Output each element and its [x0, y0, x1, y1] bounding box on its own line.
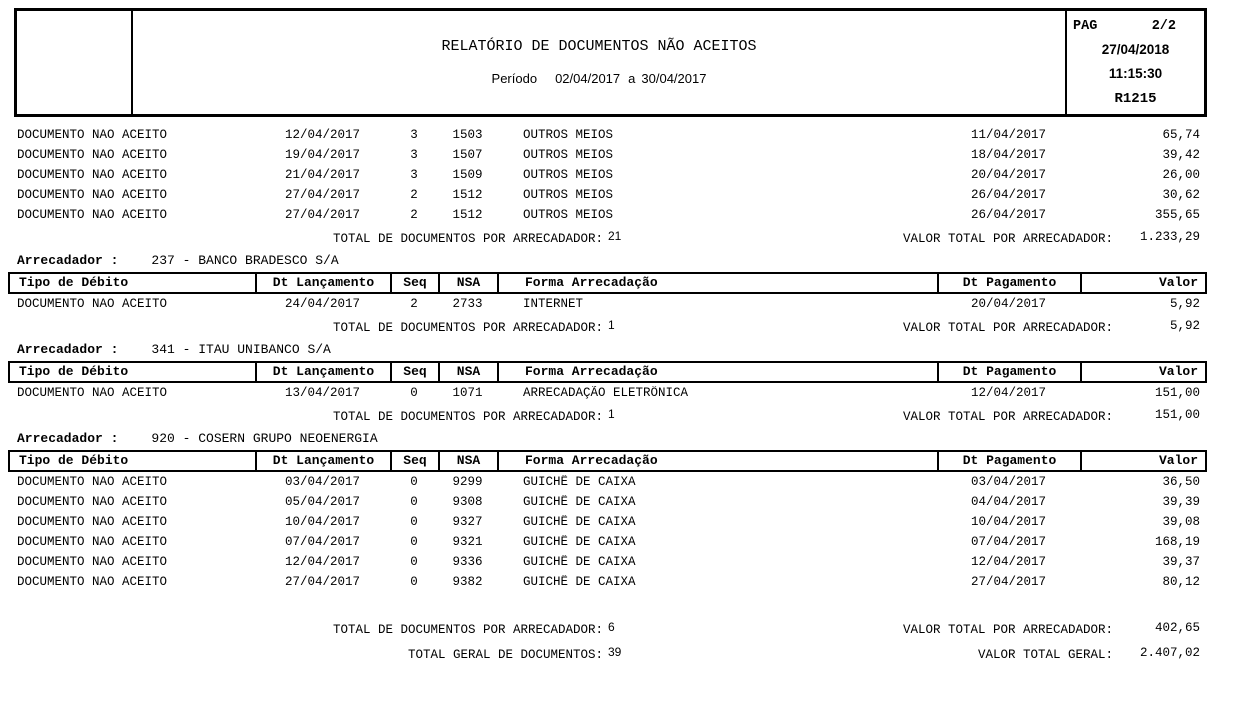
total-valor-label: VALOR TOTAL POR ARRECADADOR:: [902, 623, 1113, 637]
table-header-row: [8, 272, 1207, 294]
cell-dt-pagamento: 12/04/2017: [970, 555, 1046, 569]
report-page: [0, 8, 1236, 713]
column-header-dt-lancamento: Dt Lançamento: [257, 452, 392, 470]
table-row: [8, 383, 1207, 403]
rows-group: [8, 472, 1207, 592]
page-label: PAG: [1073, 18, 1098, 34]
grand-total-docs-label: TOTAL GERAL DE DOCUMENTOS:: [407, 648, 603, 662]
arrecadador-line: [8, 250, 1207, 270]
cell-dt-lancamento: 12/04/2017: [284, 555, 360, 569]
report-date: 27/04/2018: [1101, 42, 1170, 57]
total-docs-label: TOTAL DE DOCUMENTOS POR ARRECADADOR:: [332, 623, 603, 637]
table-row: [8, 205, 1207, 225]
cell-tipo-debito: DOCUMENTO NAO ACEITO: [17, 555, 168, 569]
grand-total-valor-value: 2.407,02: [1139, 646, 1200, 660]
total-valor-value: 151,00: [1154, 408, 1200, 422]
cell-tipo-debito: DOCUMENTO NAO ACEITO: [17, 297, 168, 311]
rows-group: [8, 383, 1207, 403]
cell-tipo-debito: DOCUMENTO NAO ACEITO: [17, 535, 168, 549]
cell-seq: 0: [410, 555, 418, 569]
cell-forma-arrecadacao: OUTROS MEIOS: [523, 188, 614, 202]
cell-tipo-debito: DOCUMENTO NAO ACEITO: [17, 188, 168, 202]
section-total-row: [8, 229, 1207, 249]
cell-dt-pagamento: 27/04/2017: [970, 575, 1046, 589]
column-header-seq: Seq: [392, 452, 440, 470]
column-header-nsa: NSA: [440, 452, 499, 470]
cell-seq: 0: [410, 535, 418, 549]
cell-tipo-debito: DOCUMENTO NAO ACEITO: [17, 575, 168, 589]
cell-forma-arrecadacao: GUICHÊ DE CAIXA: [523, 575, 636, 589]
cell-dt-pagamento: 20/04/2017: [970, 168, 1046, 182]
cell-valor: 5,92: [1169, 297, 1200, 311]
cell-seq: 2: [410, 188, 418, 202]
cell-nsa: 1512: [452, 188, 483, 202]
cell-valor: 39,42: [1162, 148, 1200, 162]
cell-seq: 2: [410, 208, 418, 222]
cell-dt-lancamento: 05/04/2017: [284, 495, 360, 509]
period-line: [492, 71, 707, 86]
cell-tipo-debito: DOCUMENTO NAO ACEITO: [17, 386, 168, 400]
total-valor-value: 1.233,29: [1139, 230, 1200, 244]
arrecadador-value: 237 - BANCO BRADESCO S/A: [151, 252, 339, 268]
arrecadador-section: [8, 250, 1207, 338]
cell-valor: 39,39: [1162, 495, 1200, 509]
column-header-tipo-debito: Tipo de Débito: [10, 452, 257, 470]
cell-nsa: 2733: [452, 297, 483, 311]
cell-tipo-debito: DOCUMENTO NAO ACEITO: [17, 515, 168, 529]
report-body: [8, 125, 1207, 640]
column-header-tipo-debito: Tipo de Débito: [10, 363, 257, 381]
cell-dt-pagamento: 11/04/2017: [970, 128, 1046, 142]
report-title: RELATÓRIO DE DOCUMENTOS NÃO ACEITOS: [441, 38, 757, 55]
cell-tipo-debito: DOCUMENTO NAO ACEITO: [17, 128, 168, 142]
cell-valor: 65,74: [1162, 128, 1200, 142]
cell-nsa: 9336: [452, 555, 483, 569]
cell-nsa: 9327: [452, 515, 483, 529]
period-label: Período: [491, 71, 538, 86]
column-header-forma-arrecadacao: Forma Arrecadação: [499, 274, 939, 292]
cell-dt-pagamento: 26/04/2017: [970, 188, 1046, 202]
total-valor-label: VALOR TOTAL POR ARRECADADOR:: [902, 410, 1113, 424]
cell-nsa: 1509: [452, 168, 483, 182]
cell-dt-pagamento: 12/04/2017: [970, 386, 1046, 400]
column-header-forma-arrecadacao: Forma Arrecadação: [499, 363, 939, 381]
table-header-row: [8, 361, 1207, 383]
cell-valor: 151,00: [1154, 386, 1200, 400]
rows-group: [8, 294, 1207, 314]
cell-dt-lancamento: 27/04/2017: [284, 575, 360, 589]
column-header-seq: Seq: [392, 363, 440, 381]
arrecadador-label: Arrecadador :: [17, 430, 119, 446]
cell-seq: 0: [410, 495, 418, 509]
arrecadador-line: [8, 428, 1207, 448]
column-header-dt-pagamento: Dt Pagamento: [939, 363, 1082, 381]
column-header-dt-lancamento: Dt Lançamento: [257, 363, 392, 381]
table-row: [8, 572, 1207, 592]
total-docs-label: TOTAL DE DOCUMENTOS POR ARRECADADOR:: [332, 410, 603, 424]
arrecadador-label: Arrecadador :: [17, 341, 119, 357]
column-header-dt-pagamento: Dt Pagamento: [939, 452, 1082, 470]
section-total-row: [8, 620, 1207, 640]
cell-tipo-debito: DOCUMENTO NAO ACEITO: [17, 208, 168, 222]
cell-dt-pagamento: 10/04/2017: [970, 515, 1046, 529]
cell-tipo-debito: DOCUMENTO NAO ACEITO: [17, 168, 168, 182]
column-header-dt-lancamento: Dt Lançamento: [257, 274, 392, 292]
column-header-valor: Valor: [1158, 275, 1198, 290]
cell-dt-lancamento: 27/04/2017: [284, 208, 360, 222]
cell-valor: 168,19: [1154, 535, 1200, 549]
cell-dt-pagamento: 20/04/2017: [970, 297, 1046, 311]
logo-area: [17, 11, 133, 114]
arrecadador-section: [8, 428, 1207, 640]
cell-seq: 3: [410, 128, 418, 142]
cell-tipo-debito: DOCUMENTO NAO ACEITO: [17, 495, 168, 509]
total-docs-value: 21: [608, 229, 622, 243]
column-header-dt-pagamento: Dt Pagamento: [939, 274, 1082, 292]
cell-tipo-debito: DOCUMENTO NAO ACEITO: [17, 475, 168, 489]
report-time: 11:15:30: [1108, 66, 1163, 81]
cell-dt-pagamento: 07/04/2017: [970, 535, 1046, 549]
cell-seq: 0: [410, 386, 418, 400]
cell-nsa: 1503: [452, 128, 483, 142]
grand-total-row: [8, 645, 1207, 665]
cell-nsa: 9308: [452, 495, 483, 509]
column-header-tipo-debito: Tipo de Débito: [10, 274, 257, 292]
page-value: 2/2: [1151, 18, 1176, 34]
cell-forma-arrecadacao: GUICHÊ DE CAIXA: [523, 535, 636, 549]
table-row: [8, 472, 1207, 492]
total-valor-value: 5,92: [1169, 319, 1200, 333]
arrecadador-value: 920 - COSERN GRUPO NEOENERGIA: [151, 430, 378, 446]
table-row: [8, 492, 1207, 512]
cell-forma-arrecadacao: GUICHÊ DE CAIXA: [523, 555, 636, 569]
cell-dt-lancamento: 19/04/2017: [284, 148, 360, 162]
cell-valor: 80,12: [1162, 575, 1200, 589]
page-info-box: [1065, 11, 1204, 114]
arrecadador-section: [8, 125, 1207, 249]
cell-dt-lancamento: 12/04/2017: [284, 128, 360, 142]
cell-dt-pagamento: 18/04/2017: [970, 148, 1046, 162]
cell-forma-arrecadacao: GUICHÊ DE CAIXA: [523, 495, 636, 509]
page-number-line: [1067, 14, 1204, 38]
cell-dt-lancamento: 07/04/2017: [284, 535, 360, 549]
cell-seq: 0: [410, 575, 418, 589]
table-row: [8, 185, 1207, 205]
cell-dt-lancamento: 03/04/2017: [284, 475, 360, 489]
table-row: [8, 125, 1207, 145]
total-valor-label: VALOR TOTAL POR ARRECADADOR:: [902, 321, 1113, 335]
column-header-valor: Valor: [1158, 453, 1198, 468]
column-header-forma-arrecadacao: Forma Arrecadação: [499, 452, 939, 470]
grand-total-docs-value: 39: [608, 645, 622, 659]
cell-valor: 30,62: [1162, 188, 1200, 202]
cell-dt-lancamento: 13/04/2017: [284, 386, 360, 400]
cell-nsa: 9299: [452, 475, 483, 489]
cell-valor: 26,00: [1162, 168, 1200, 182]
arrecadador-label: Arrecadador :: [17, 252, 119, 268]
total-valor-value: 402,65: [1154, 621, 1200, 635]
column-header-nsa: NSA: [440, 274, 499, 292]
cell-seq: 3: [410, 168, 418, 182]
table-row: [8, 552, 1207, 572]
cell-dt-lancamento: 10/04/2017: [284, 515, 360, 529]
total-docs-value: 6: [608, 620, 615, 634]
rows-group: [8, 125, 1207, 225]
cell-seq: 3: [410, 148, 418, 162]
report-header: [14, 8, 1207, 117]
total-docs-value: 1: [608, 407, 615, 421]
grand-total-valor-label: VALOR TOTAL GERAL:: [977, 648, 1113, 662]
cell-dt-pagamento: 04/04/2017: [970, 495, 1046, 509]
cell-valor: 39,37: [1162, 555, 1200, 569]
column-header-nsa: NSA: [440, 363, 499, 381]
cell-forma-arrecadacao: GUICHÊ DE CAIXA: [523, 515, 636, 529]
cell-dt-pagamento: 03/04/2017: [970, 475, 1046, 489]
total-docs-value: 1: [608, 318, 615, 332]
table-row: [8, 145, 1207, 165]
cell-seq: 0: [410, 515, 418, 529]
cell-nsa: 9382: [452, 575, 483, 589]
table-row: [8, 294, 1207, 314]
cell-dt-lancamento: 21/04/2017: [284, 168, 360, 182]
section-total-row: [8, 318, 1207, 338]
cell-forma-arrecadacao: OUTROS MEIOS: [523, 148, 614, 162]
cell-tipo-debito: DOCUMENTO NAO ACEITO: [17, 148, 168, 162]
period-separator: a: [628, 71, 636, 86]
cell-dt-lancamento: 27/04/2017: [284, 188, 360, 202]
cell-valor: 39,08: [1162, 515, 1200, 529]
cell-seq: 0: [410, 475, 418, 489]
total-valor-label: VALOR TOTAL POR ARRECADADOR:: [902, 232, 1113, 246]
table-row: [8, 165, 1207, 185]
cell-nsa: 1507: [452, 148, 483, 162]
section-total-row: [8, 407, 1207, 427]
cell-forma-arrecadacao: INTERNET: [523, 297, 584, 311]
table-header-row: [8, 450, 1207, 472]
cell-valor: 36,50: [1162, 475, 1200, 489]
cell-nsa: 1071: [452, 386, 483, 400]
cell-forma-arrecadacao: GUICHÊ DE CAIXA: [523, 475, 636, 489]
period-from: 02/04/2017: [555, 71, 621, 86]
total-docs-label: TOTAL DE DOCUMENTOS POR ARRECADADOR:: [332, 232, 603, 246]
cell-valor: 355,65: [1154, 208, 1200, 222]
cell-forma-arrecadacao: OUTROS MEIOS: [523, 168, 614, 182]
cell-dt-lancamento: 24/04/2017: [284, 297, 360, 311]
cell-forma-arrecadacao: OUTROS MEIOS: [523, 128, 614, 142]
arrecadador-line: [8, 339, 1207, 359]
table-row: [8, 532, 1207, 552]
total-docs-label: TOTAL DE DOCUMENTOS POR ARRECADADOR:: [332, 321, 603, 335]
arrecadador-value: 341 - ITAU UNIBANCO S/A: [151, 341, 331, 357]
arrecadador-section: [8, 339, 1207, 427]
column-header-seq: Seq: [392, 274, 440, 292]
column-header-valor: Valor: [1158, 364, 1198, 379]
cell-nsa: 9321: [452, 535, 483, 549]
period-to: 30/04/2017: [641, 71, 707, 86]
table-row: [8, 512, 1207, 532]
report-code: R1215: [1114, 91, 1157, 107]
cell-forma-arrecadacao: ARRECADAÇÃO ELETRÔNICA: [523, 386, 689, 400]
cell-nsa: 1512: [452, 208, 483, 222]
cell-seq: 2: [410, 297, 418, 311]
cell-dt-pagamento: 26/04/2017: [970, 208, 1046, 222]
header-center: [133, 11, 1065, 114]
cell-forma-arrecadacao: OUTROS MEIOS: [523, 208, 614, 222]
